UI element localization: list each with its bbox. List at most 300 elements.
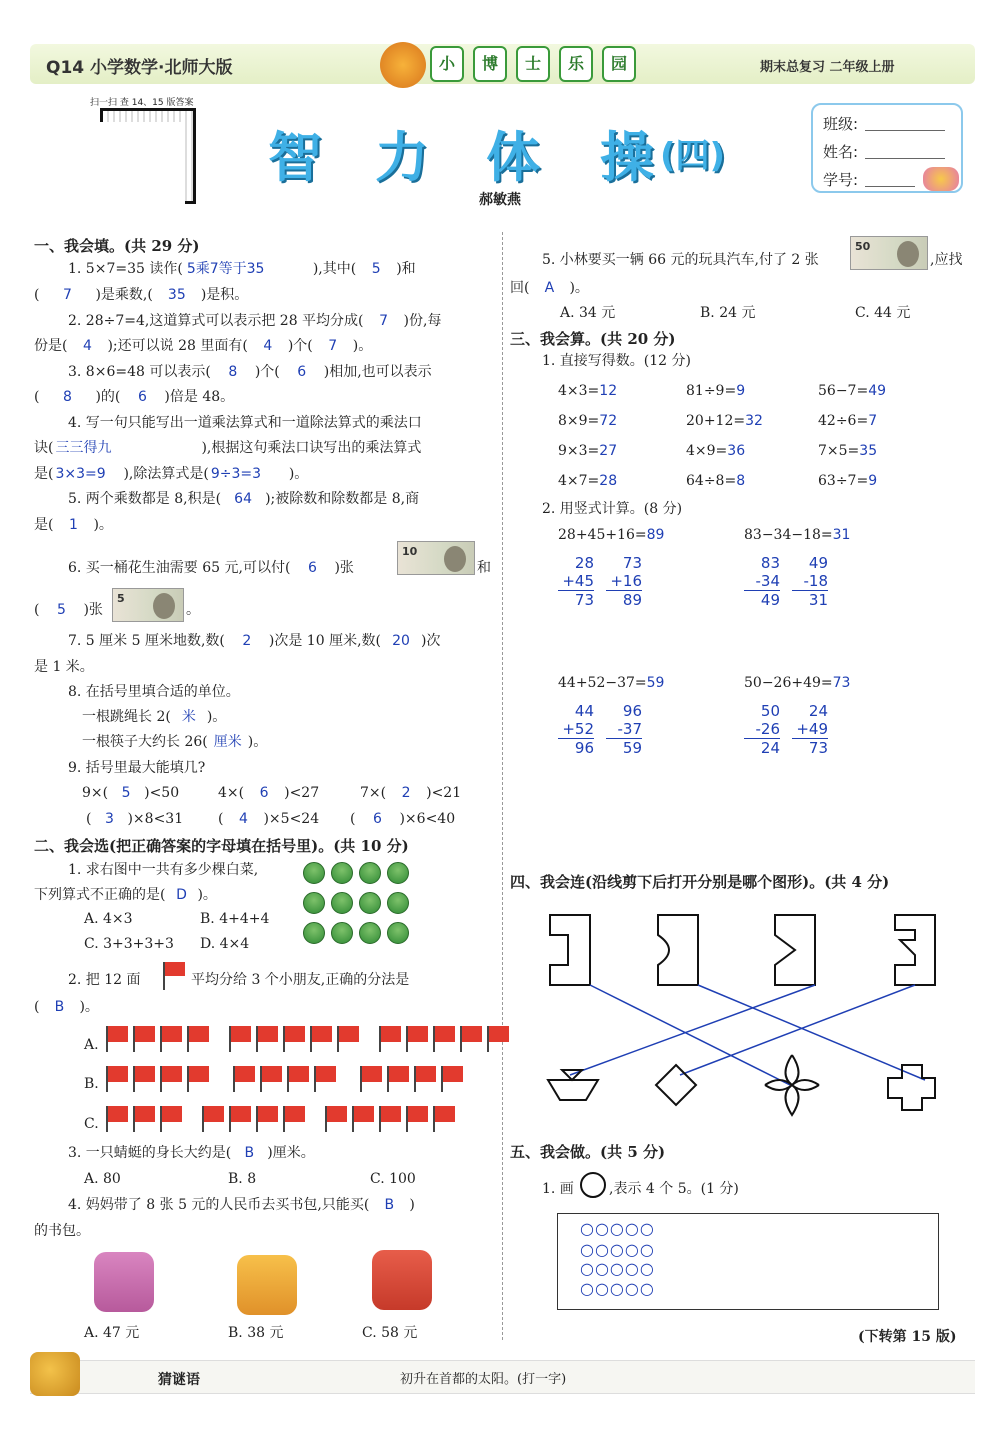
text: )相加,也可以表示 <box>323 364 432 380</box>
flag-icon <box>433 1026 455 1042</box>
circle-icon <box>580 1172 606 1198</box>
text: )的( <box>95 389 121 405</box>
column-operand: +52 <box>558 720 594 739</box>
header-left-text: Q14 小学数学·北师大版 <box>46 58 233 78</box>
text: ( <box>34 287 40 303</box>
s1-q9-r1c1 <box>82 786 179 800</box>
s1-q6-and: 和 <box>477 560 491 576</box>
flag-icon <box>256 1026 278 1042</box>
flags-row-B <box>106 1066 468 1092</box>
vertical-column <box>558 554 594 609</box>
s1-q1-line2 <box>34 288 248 302</box>
title-char-3: 体 <box>486 126 540 189</box>
r5-optC: C. 44 元 <box>855 305 911 321</box>
flag-icon <box>460 1026 482 1042</box>
flag-icon <box>163 962 187 990</box>
answer: A <box>544 280 555 296</box>
text: )。 <box>197 887 217 903</box>
column-divider <box>502 232 503 1340</box>
flag-icon <box>406 1026 428 1042</box>
s1-q7-line1 <box>68 634 440 648</box>
answer: 5 <box>121 785 131 801</box>
r5-line2 <box>510 281 589 295</box>
s2-q2-optA: A. <box>84 1037 99 1053</box>
equation-text: 44+52−37= <box>558 675 647 691</box>
five-yuan-bill-icon <box>112 588 184 622</box>
flag-icon <box>187 1026 209 1042</box>
petal-cross-shape <box>765 1055 819 1115</box>
answer: 6 <box>307 560 317 576</box>
text: ) <box>409 1197 415 1213</box>
text: )。 <box>93 517 113 533</box>
calc-item <box>558 414 617 428</box>
cabbage-icon <box>359 892 381 914</box>
column-operand: 96 <box>622 702 642 720</box>
text: )<50 <box>144 785 180 801</box>
text: )是积。 <box>200 287 249 303</box>
text: )<21 <box>426 785 462 801</box>
name-line <box>865 158 945 159</box>
text: ( <box>86 811 92 827</box>
text: )次 <box>420 633 441 649</box>
calc-item <box>686 384 745 398</box>
vertical-column <box>606 702 642 757</box>
scan-text: 扫一扫 查 14、15 版答案 <box>90 98 194 108</box>
answer: 9÷3=3 <box>210 466 262 482</box>
s1-q6-line2 <box>34 603 103 617</box>
calc-question: 81÷9= <box>686 383 737 399</box>
text: )×5<24 <box>263 811 320 827</box>
s2-q1-line2 <box>34 888 217 902</box>
text: )。 <box>206 709 227 725</box>
class-line <box>865 130 945 131</box>
s1-q9-r2c2 <box>218 812 319 826</box>
footer-riddle-text: 初升在首都的太阳。(打一字) <box>400 1372 567 1387</box>
text: )个( <box>287 338 313 354</box>
calc-question: 4×3= <box>558 383 600 399</box>
equation-text: 28+45+16= <box>558 527 647 543</box>
calc-answer: 9 <box>736 383 746 399</box>
s1-q9: 9. 括号里最大能填几? <box>68 760 206 776</box>
s2-q2-optC: C. <box>84 1116 99 1132</box>
flag-icon <box>406 1106 428 1122</box>
column-operand: +49 <box>792 720 828 739</box>
vertical-column <box>744 554 780 609</box>
text: )和 <box>396 261 416 277</box>
s1-q7-line2: 是 1 米。 <box>34 659 94 675</box>
match-line-2 <box>698 985 925 1080</box>
title-suffix: (四) <box>660 136 726 176</box>
flag-icon <box>287 1066 309 1082</box>
flag-icon <box>160 1066 182 1082</box>
flag-icon <box>352 1106 374 1122</box>
author: 郝敏燕 <box>479 192 521 208</box>
calc-answer: 27 <box>599 443 618 459</box>
s2-q4-optA: A. 47 元 <box>84 1325 140 1341</box>
calc-question: 8×9= <box>558 413 600 429</box>
answer: 厘米 <box>213 734 242 750</box>
column-operand: 44 <box>574 702 594 720</box>
vertical-column <box>744 702 780 757</box>
s2-q4-optC: C. 58 元 <box>362 1325 418 1341</box>
s2-q3-optC: C. 100 <box>370 1171 416 1187</box>
text: )。 <box>247 734 268 750</box>
flag-icon <box>106 1106 128 1122</box>
calc-answer: 49 <box>868 383 887 399</box>
vertical-equation <box>744 528 850 542</box>
s1-q6-line1 <box>68 561 354 575</box>
s1-q4-line1: 4. 写一句只能写出一道乘法算式和一道除法算式的乘法口 <box>68 415 422 431</box>
text: )倍是 48。 <box>164 389 235 405</box>
s1-q9-r1c2 <box>218 786 319 800</box>
title-char-1: 智 <box>268 126 322 189</box>
calc-answer: 36 <box>727 443 746 459</box>
column-operand: -26 <box>744 720 780 739</box>
text: 份是( <box>34 338 68 354</box>
text: 9×( <box>82 785 109 801</box>
text: 回( <box>510 280 530 296</box>
matching-diagram <box>530 900 970 1130</box>
flag-icon <box>325 1106 347 1122</box>
flag-icon <box>260 1066 282 1082</box>
answer: 4 <box>239 811 248 827</box>
calc-question: 7×5= <box>818 443 860 459</box>
text: 一根筷子大约长 26( <box>82 734 208 750</box>
s1-q5-line1 <box>68 492 419 506</box>
column-operand: +45 <box>558 572 594 591</box>
number-line <box>865 186 915 187</box>
calc-question: 56−7= <box>818 383 869 399</box>
text: ( <box>34 999 40 1015</box>
flag-icon <box>314 1066 336 1082</box>
vertical-column <box>792 554 828 609</box>
column-result: 96 <box>574 739 594 757</box>
s2-q1-optB: B. 4+4+4 <box>200 911 270 927</box>
s2-q2-optB: B. <box>84 1076 99 1092</box>
r5-optA: A. 34 元 <box>560 305 616 321</box>
bill-value: 5 <box>117 592 125 605</box>
s5-q1a: 1. 画 <box>542 1181 574 1197</box>
vertical-equation <box>558 676 664 690</box>
cross-shape <box>888 1065 935 1110</box>
answer: 7 <box>379 313 388 329</box>
s2-q1-optD: D. 4×4 <box>200 936 250 952</box>
calc-item <box>818 444 877 458</box>
flag-icon <box>256 1106 278 1122</box>
column-operand: 49 <box>808 554 828 572</box>
vertical-column <box>606 554 642 609</box>
flag-icon <box>202 1106 224 1122</box>
calc-answer: 32 <box>745 413 763 429</box>
s1-q6-end: 。 <box>186 602 200 618</box>
text: 是( <box>34 466 54 482</box>
s2-q3 <box>68 1146 315 1160</box>
calc-item <box>686 414 763 428</box>
answer: 7 <box>63 287 72 303</box>
column-operand: 24 <box>808 702 828 720</box>
header-right-text: 期末总复习 二年级上册 <box>760 60 895 75</box>
header-box-2: 博 <box>473 46 507 82</box>
text: 7×( <box>360 785 387 801</box>
match-line-3 <box>570 985 815 1075</box>
s1-q1-line1 <box>68 262 416 276</box>
cabbage-icon <box>331 862 353 884</box>
cut-shape-1 <box>550 915 590 985</box>
s2-q1-optA: A. 4×3 <box>84 911 133 927</box>
calc-question: 4×9= <box>686 443 728 459</box>
text: 3. 8×6=48 可以表示( <box>68 364 211 380</box>
text: )次是 10 厘米,数( <box>268 633 381 649</box>
calc-item <box>686 474 745 488</box>
flag-icon <box>106 1066 128 1082</box>
header-box-1: 小 <box>430 46 464 82</box>
calc-answer: 72 <box>599 413 618 429</box>
answer: 1 <box>69 517 78 533</box>
text: )。 <box>79 999 99 1015</box>
calc-item <box>818 414 877 428</box>
answer: 6 <box>373 811 382 827</box>
cabbage-icon <box>331 892 353 914</box>
answer: B <box>54 999 65 1015</box>
equation-answer: 59 <box>646 675 665 691</box>
text: )。 <box>569 280 589 296</box>
s2-q1-line1: 1. 求右图中一共有多少棵白菜, <box>68 862 259 878</box>
cut-shape-3 <box>775 915 815 985</box>
s1-q8: 8. 在括号里填合适的单位。 <box>68 684 240 700</box>
s1-q4-line3 <box>34 467 308 481</box>
tiger-mascot-icon <box>380 42 426 88</box>
calc-question: 4×7= <box>558 473 600 489</box>
answer: 20 <box>392 633 410 649</box>
equation-answer: 89 <box>646 527 665 543</box>
column-result: 59 <box>622 739 642 757</box>
text: ),除法算式是( <box>123 466 209 482</box>
s1-q2-line2 <box>34 339 372 353</box>
answer: 3 <box>105 811 114 827</box>
flag-icon <box>133 1106 155 1122</box>
column-operand: -34 <box>744 572 780 591</box>
yellow-backpack-icon <box>237 1255 297 1315</box>
text: 4×( <box>218 785 245 801</box>
column-operand: 73 <box>622 554 642 572</box>
column-operand: -18 <box>792 572 828 591</box>
equation-text: 83−34−18= <box>744 527 833 543</box>
bill-value: 50 <box>855 240 871 253</box>
cut-shape-2 <box>658 915 698 985</box>
cabbage-icon <box>359 922 381 944</box>
calc-answer: 28 <box>599 473 618 489</box>
text: )×6<40 <box>399 811 456 827</box>
calc-answer: 35 <box>859 443 878 459</box>
column-operand: +16 <box>606 572 642 591</box>
text: 7. 5 厘米 5 厘米地数,数( <box>68 633 225 649</box>
flag-icon <box>229 1106 251 1122</box>
answer: 5 <box>57 602 66 618</box>
r5-line1: 5. 小林要买一辆 66 元的玩具汽车,付了 2 张 <box>542 252 819 268</box>
answer: D <box>176 887 187 903</box>
text: )是乘数,( <box>95 287 153 303</box>
bill-value: 10 <box>402 545 418 558</box>
flag-icon <box>441 1066 463 1082</box>
flag-icon <box>433 1106 455 1122</box>
flag-icon <box>133 1026 155 1042</box>
name-label: 姓名: <box>823 143 859 161</box>
flag-icon <box>160 1026 182 1042</box>
calc-item <box>818 474 877 488</box>
column-result: 24 <box>760 739 780 757</box>
answer: 8 <box>63 389 72 405</box>
answer: 三三得九 <box>55 440 112 456</box>
pink-backpack-icon <box>94 1252 154 1312</box>
s1-q9-r2c1 <box>86 812 183 826</box>
vertical-equation <box>558 528 664 542</box>
flag-icon <box>414 1066 436 1082</box>
ten-yuan-bill-icon <box>397 541 475 575</box>
s2-q1-optC: C. 3+3+3+3 <box>84 936 174 952</box>
section-4-title: 四、我会连(沿线剪下后打开分别是哪个图形)。(共 4 分) <box>510 873 890 891</box>
flag-icon <box>229 1026 251 1042</box>
title-char-4: 操 <box>600 126 654 189</box>
s2-q2-line1a: 2. 把 12 面 <box>68 972 141 988</box>
calc-item <box>686 444 745 458</box>
s1-q3-line1 <box>68 365 432 379</box>
answer: 5 <box>371 261 381 277</box>
flag-icon <box>360 1066 382 1082</box>
s1-q9-r1c3 <box>360 786 461 800</box>
giraffe-icon <box>30 1352 80 1396</box>
column-operand: 83 <box>760 554 780 572</box>
s1-q8-c <box>82 735 267 749</box>
text: 6. 买一桶花生油需要 65 元,可以付( <box>68 560 291 576</box>
cabbage-icon <box>331 922 353 944</box>
answer: 8 <box>228 364 238 380</box>
text: )。 <box>288 466 309 482</box>
cabbage-icon <box>387 862 409 884</box>
calc-answer: 7 <box>868 413 878 429</box>
s1-q4-line2 <box>34 441 421 455</box>
s2-q2-line2 <box>34 1000 99 1014</box>
student-info-box <box>811 103 963 193</box>
text: )个( <box>254 364 280 380</box>
calc-question: 63÷7= <box>818 473 869 489</box>
s3-sub2: 2. 用竖式计算。(8 分) <box>542 501 683 517</box>
flag-icon <box>337 1026 359 1042</box>
footer-riddle-label: 猜谜语 <box>158 1372 200 1388</box>
column-result: 89 <box>622 591 642 609</box>
answer: B <box>244 1145 255 1161</box>
calc-item <box>818 384 886 398</box>
section-5-title: 五、我会做。(共 5 分) <box>510 1143 666 1161</box>
cabbage-icon <box>387 922 409 944</box>
answer: 2 <box>401 785 411 801</box>
answer: 米 <box>181 709 196 725</box>
text: 3. 一只蜻蜓的身长大约是( <box>68 1145 232 1161</box>
text: 是( <box>34 517 54 533</box>
text: )厘米。 <box>267 1145 315 1161</box>
column-result: 73 <box>574 591 594 609</box>
s3-sub1: 1. 直接写得数。(12 分) <box>542 353 691 369</box>
turn-page-note: (下转第 15 版) <box>858 1329 957 1345</box>
equation-text: 50−26+49= <box>744 675 833 691</box>
qr-cover <box>55 122 185 208</box>
s1-q9-r2c3 <box>350 812 455 826</box>
circle-row-2: ○○○○○ <box>580 1240 655 1259</box>
text: ( <box>350 811 356 827</box>
calc-item <box>558 444 617 458</box>
text: )份,每 <box>403 313 442 329</box>
flag-icon <box>310 1026 332 1042</box>
vertical-column <box>558 702 594 757</box>
fifty-yuan-bill-icon <box>850 236 928 270</box>
column-operand: -37 <box>606 720 642 739</box>
flag-icon <box>133 1066 155 1082</box>
flag-icon <box>187 1066 209 1082</box>
circle-row-3: ○○○○○ <box>580 1259 655 1278</box>
text: 诀( <box>34 440 54 456</box>
calc-question: 42÷6= <box>818 413 869 429</box>
match-line-1 <box>590 985 790 1085</box>
header-box-3: 士 <box>516 46 550 82</box>
flag-icon <box>233 1066 255 1082</box>
answer: 3×3=9 <box>55 466 106 482</box>
text: )<27 <box>284 785 320 801</box>
equation-answer: 73 <box>832 675 851 691</box>
answer: 6 <box>137 389 147 405</box>
column-result: 73 <box>808 739 828 757</box>
flag-icon <box>283 1026 305 1042</box>
flag-icon <box>283 1106 305 1122</box>
header-box-5: 园 <box>602 46 636 82</box>
text: )张 <box>83 602 103 618</box>
number-label: 学号: <box>823 171 859 189</box>
text: 2. 28÷7=4,这道算式可以表示把 28 平均分成( <box>68 313 364 329</box>
s1-q8-b <box>82 710 226 724</box>
text: ( <box>34 602 40 618</box>
text: 下列算式不正确的是( <box>34 887 166 903</box>
column-result: 31 <box>808 591 828 609</box>
text: )×8<31 <box>127 811 184 827</box>
section-3-title: 三、我会算。(共 20 分) <box>510 330 676 348</box>
cabbage-icon <box>303 922 325 944</box>
calc-question: 64÷8= <box>686 473 737 489</box>
flag-icon <box>387 1066 409 1082</box>
answer: 64 <box>234 491 252 507</box>
column-result: 49 <box>760 591 780 609</box>
section-2-title: 二、我会选(把正确答案的字母填在括号里)。(共 10 分) <box>34 837 409 855</box>
column-operand: 28 <box>574 554 594 572</box>
s1-q5-line2 <box>34 518 113 532</box>
text: ( <box>218 811 224 827</box>
section-1-title: 一、我会填。(共 29 分) <box>34 237 200 255</box>
s2-q2-line1b: 平均分给 3 个小朋友,正确的分法是 <box>191 972 410 988</box>
flag-icon <box>487 1026 509 1042</box>
text: ),根据这句乘法口诀写出的乘法算式 <box>201 440 422 456</box>
r5-line1b: ,应找 <box>930 252 963 268</box>
cabbage-icon <box>359 862 381 884</box>
text: 4. 妈妈带了 8 张 5 元的人民币去买书包,只能买( <box>68 1197 370 1213</box>
text: );被除数和除数都是 8,商 <box>265 491 420 507</box>
answer: 6 <box>297 364 307 380</box>
circle-row-1: ○○○○○ <box>580 1219 655 1238</box>
s2-q3-optB: B. 8 <box>228 1171 257 1187</box>
cabbage-icon <box>387 892 409 914</box>
cabbage-icon <box>303 892 325 914</box>
cabbage-icon <box>303 862 325 884</box>
equation-answer: 31 <box>832 527 851 543</box>
s2-q4-optB: B. 38 元 <box>228 1325 284 1341</box>
answer: 35 <box>167 287 186 303</box>
calc-answer: 12 <box>599 383 618 399</box>
